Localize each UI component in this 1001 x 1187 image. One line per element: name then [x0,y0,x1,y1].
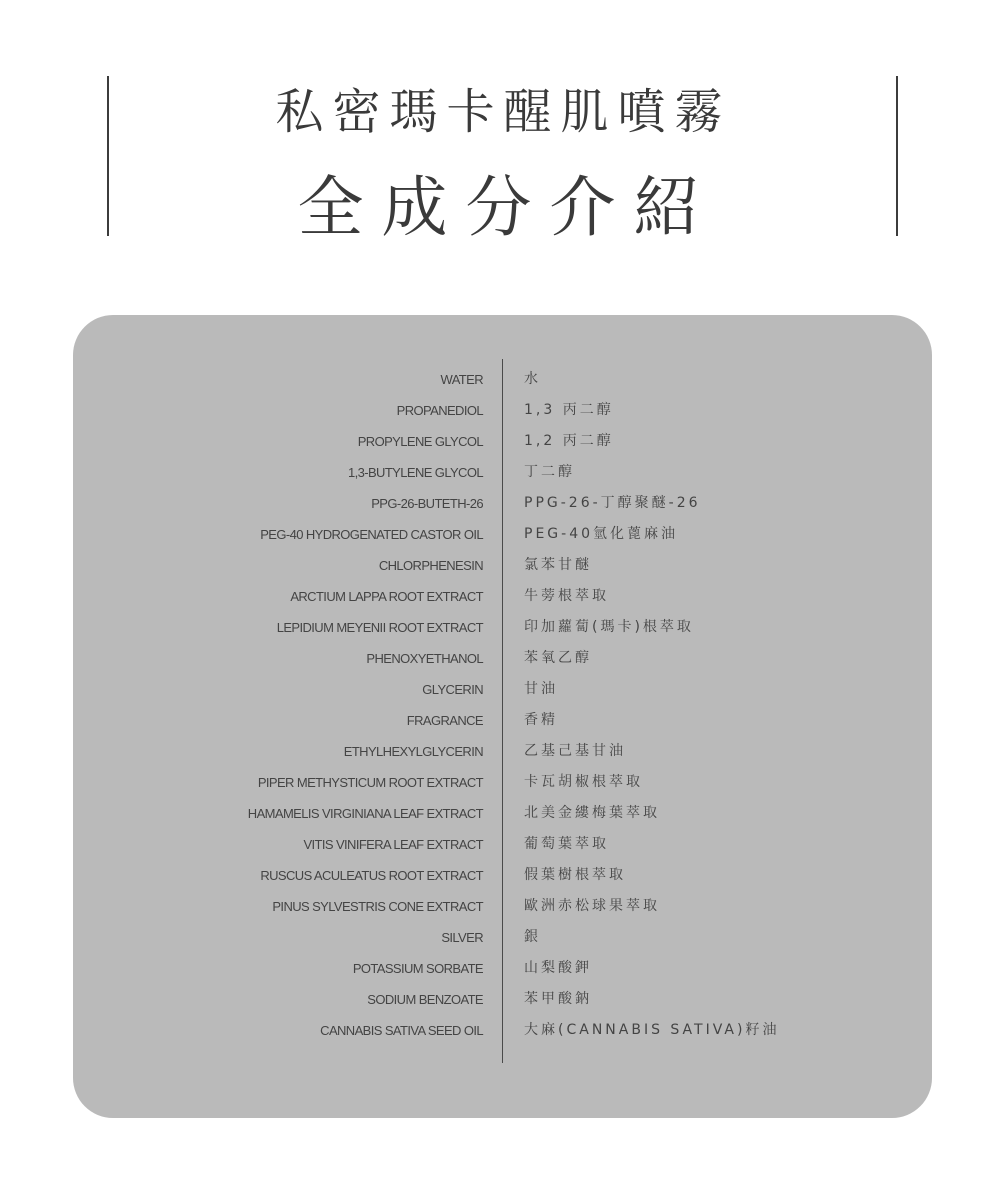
ingredient-english-name: LEPIDIUM MEYENII ROOT EXTRACT [276,620,483,635]
ingredient-english-name: CHLORPHENESIN [378,558,483,573]
ingredient-row [73,922,932,953]
ingredient-english-name: RUSCUS ACULEATUS ROOT EXTRACT [260,868,483,883]
ingredient-chinese-name: 假葉樹根萃取 [524,867,626,883]
ingredient-english-name: SODIUM BENZOATE [367,992,483,1007]
ingredient-chinese-name: 苯甲酸鈉 [524,991,592,1007]
ingredient-english-name: PPG-26-BUTETH-26 [371,496,483,511]
ingredient-chinese-name: 乙基己基甘油 [524,743,626,759]
ingredient-chinese-name: 水 [524,371,541,387]
ingredient-chinese-name: PEG-40氫化蓖麻油 [524,526,679,542]
ingredient-row [73,581,932,612]
ingredient-row [73,364,932,395]
ingredient-row [73,860,932,891]
ingredient-row [73,829,932,860]
ingredient-chinese-name: 印加蘿蔔(瑪卡)根萃取 [524,619,694,635]
ingredient-row [73,643,932,674]
ingredient-row [73,519,932,550]
ingredient-row [73,1015,932,1046]
ingredient-english-name: FRAGRANCE [406,713,483,728]
ingredient-chinese-name: 銀 [524,929,541,945]
full-ingredients-title: 全成分介紹 [297,169,718,246]
ingredient-chinese-name: 大麻(CANNABIS SATIVA)籽油 [524,1022,780,1038]
ingredient-row [73,736,932,767]
ingredient-chinese-name: 歐洲赤松球果萃取 [524,898,660,914]
ingredient-english-name: PROPANEDIOL [396,403,483,418]
ingredient-row [73,426,932,457]
ingredient-chinese-name: 北美金縷梅葉萃取 [524,805,660,821]
ingredient-english-name: PHENOXYETHANOL [366,651,483,666]
ingredient-chinese-name: 1,2 丙二醇 [524,433,614,449]
ingredient-row [73,767,932,798]
ingredient-row [73,891,932,922]
ingredient-chinese-name: 牛蒡根萃取 [524,588,609,604]
ingredient-english-name: PINUS SYLVESTRIS CONE EXTRACT [272,899,483,914]
ingredient-row [73,612,932,643]
ingredient-chinese-name: 卡瓦胡椒根萃取 [524,774,643,790]
ingredient-english-name: GLYCERIN [422,682,483,697]
ingredient-chinese-name: 山梨酸鉀 [524,960,592,976]
ingredient-english-name: POTASSIUM SORBATE [352,961,483,976]
ingredient-row [73,550,932,581]
ingredient-chinese-name: 1,3 丙二醇 [524,402,614,418]
ingredient-row [73,705,932,736]
ingredient-english-name: ARCTIUM LAPPA ROOT EXTRACT [290,589,483,604]
ingredient-row [73,984,932,1015]
ingredient-english-name: CANNABIS SATIVA SEED OIL [320,1023,483,1038]
ingredient-row [73,798,932,829]
ingredient-row [73,457,932,488]
product-name-title: 私密瑪卡醒肌噴霧 [275,84,732,140]
ingredient-english-name: PIPER METHYSTICUM ROOT EXTRACT [257,775,483,790]
ingredients-panel [73,315,932,1118]
ingredient-english-name: PEG-40 HYDROGENATED CASTOR OIL [260,527,483,542]
ingredient-english-name: VITIS VINIFERA LEAF EXTRACT [303,837,483,852]
ingredient-english-name: PROPYLENE GLYCOL [357,434,483,449]
ingredient-english-name: WATER [440,372,483,387]
ingredient-row [73,674,932,705]
ingredient-row [73,488,932,519]
ingredient-english-name: ETHYLHEXYLGLYCERIN [343,744,483,759]
ingredient-chinese-name: 香精 [524,712,558,728]
ingredient-list [73,364,932,1046]
ingredient-chinese-name: 苯氧乙醇 [524,650,592,666]
ingredient-english-name: SILVER [441,930,483,945]
ingredient-chinese-name: 氯苯甘醚 [524,557,592,573]
ingredient-english-name: 1,3-BUTYLENE GLYCOL [347,465,483,480]
ingredient-chinese-name: 丁二醇 [524,464,575,480]
title-header [0,0,1001,260]
ingredient-row [73,953,932,984]
ingredient-row [73,395,932,426]
ingredient-english-name: HAMAMELIS VIRGINIANA LEAF EXTRACT [247,806,483,821]
ingredient-chinese-name: 甘油 [524,681,558,697]
ingredient-chinese-name: PPG-26-丁醇聚醚-26 [524,495,701,511]
ingredient-chinese-name: 葡萄葉萃取 [524,836,609,852]
